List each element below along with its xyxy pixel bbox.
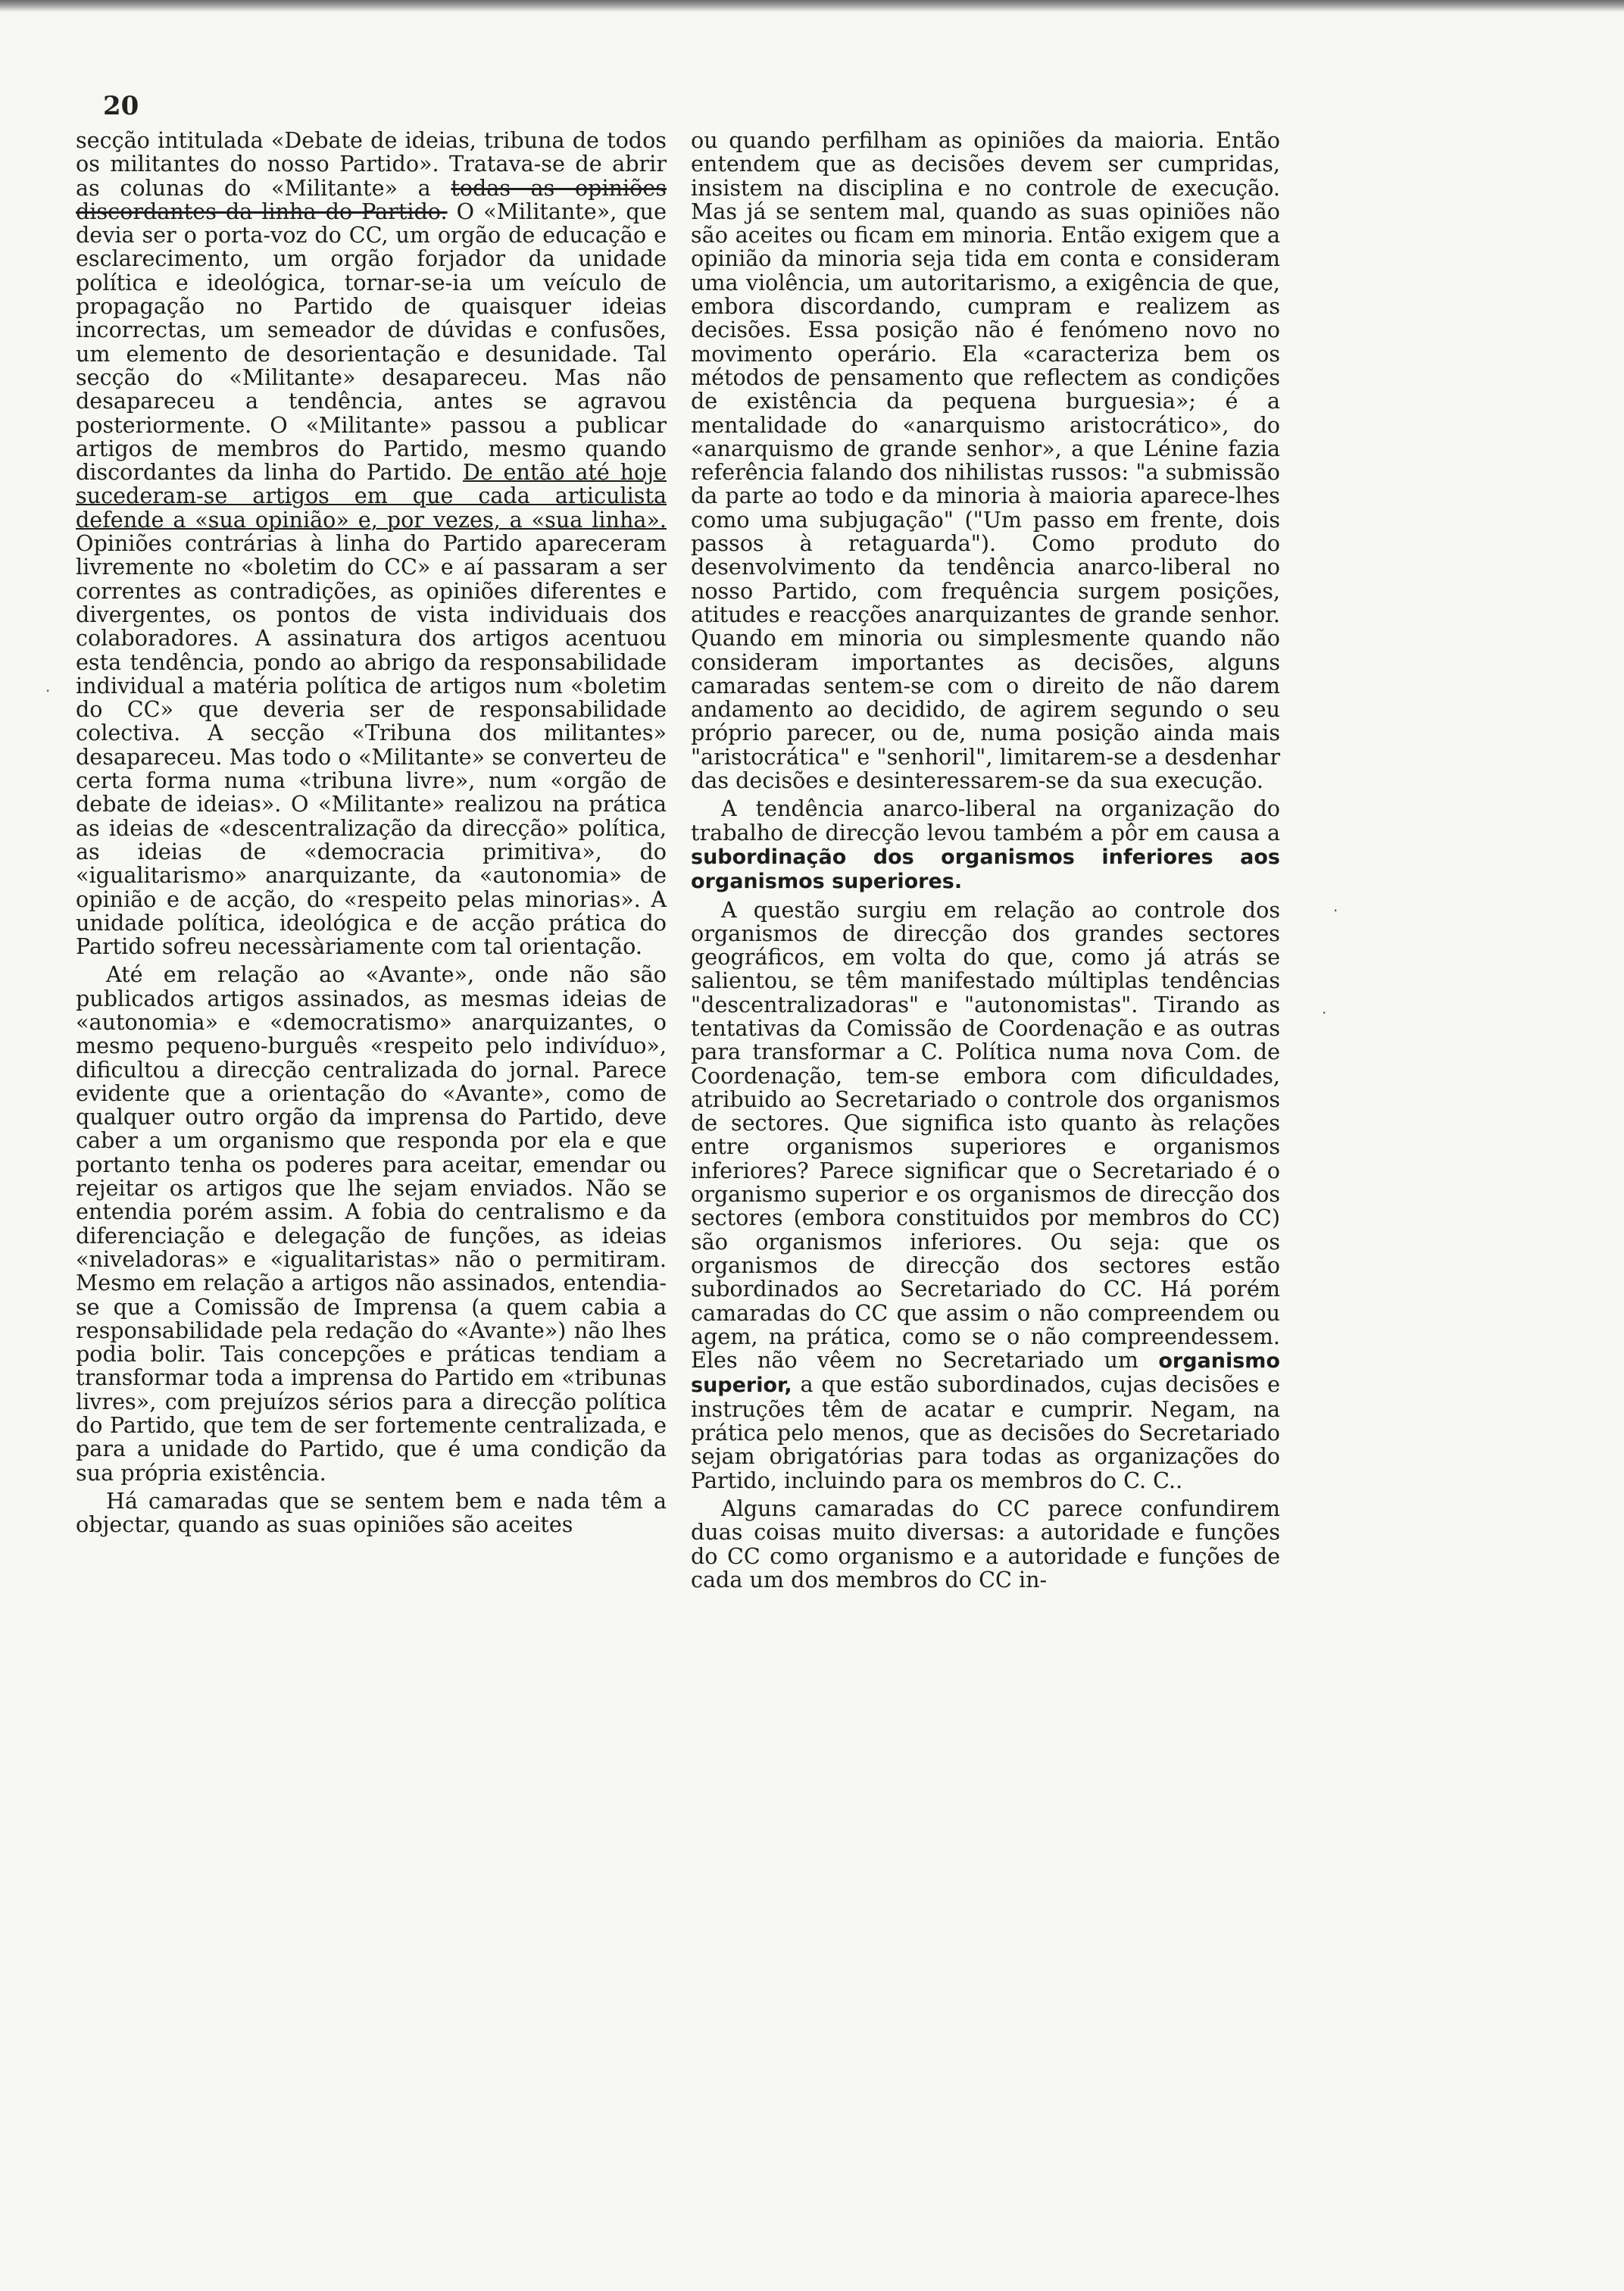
left-p1-text-e: Opiniões contrárias à linha do Partido apareceram livremente no «boletim do CC» e aí passaram a ser correntes as contradições, as opiniões diferentes e divergentes, os pontos de vista individuais dos colaboradores. A assinatura dos artigos acentuou esta tendência, pondo ao abrigo da responsabilidade individual a matéria política de artigos num «boletim do CC» que deveria ser de responsabilidade colectiva. A secção «Tribuna dos militantes» desapareceu. Mas todo o «Militante» se converteu de certa forma numa «tribuna livre», num «orgão de debate de ideias». O «Militante» realizou na prática as ideias de «descentralização da direcção» política, as ideias de «democracia primitiva», do «igualitarismo» anarquizante, da «autonomia» de opinião e de acção, do «respeito pelas minorias». A unidade política, ideológica e de acção prática do Partido sofreu necessàriamente com tal orientação. [76,530,667,960]
margin-speck-2: · [1322,1004,1327,1022]
right-p3-text-c: a que estão subordinados, cujas decisões e instruções têm de acatar e cumprir. Negam, na prática pelo menos, que as decisões do Secretariado sejam obrigatórias para todas as organizações do Partido, incluindo para os membros do C. C.. [691,1371,1280,1493]
left-paragraph-3: Há camaradas que se sentem bem e nada têm a objectar, quando as suas opiniões são aceites [76,1487,667,1538]
scan-top-edge [0,0,1624,12]
left-paragraph-2: Até em relação ao «Avante», onde não são publicados artigos assinados, as mesmas ideias de «autonomia» e «democratismo» anarquizantes, o mesmo pequeno-burguês «respeito pelo indivíduo», dificultou a direcção centralizada do jornal. Parece evidente que a orientação do «Avante», como de qualquer outro orgão da imprensa do Partido, deve caber a um organismo que responda por ela e que portanto tenha os poderes para aceitar, emendar ou rejeitar os artigos que lhe sejam enviados. Não se entendia porém assim. A fobia do centralismo e da diferenciação e delegação de funções, as ideias «niveladoras» e «igualitaristas» não o permitiram. Mesmo em relação a artigos não assinados, entendia-se que a Comissão de Imprensa (a quem cabia a responsabilidade pela redação do «Avante») não lhes podia bolir. Tais concepções e práticas tendiam a transformar toda a imprensa do Partido em «tribunas livres», com prejuízos sérios para a direcção política do Partido, que tem de ser fortemente centralizada, e para a unidade do Partido, que é uma condição da sua própria existência. [76,961,667,1486]
right-paragraph-2 [691,797,1280,893]
right-paragraph-1: ou quando perfilham as opiniões da maioria. Então entendem que as decisões devem ser cumpridas, insistem na disciplina e no controle de execução. Mas já se sentem mal, quando as suas opiniões não são aceites ou ficam em minoria. Então exigem que a opinião da minoria seja tida em conta e consideram uma violência, um autoritarismo, a exigência de que, embora discordando, cumpram e realizem as decisões. Essa posição não é fenómeno novo no movimento operário. Ela «caracteriza bem os métodos de pensamento que reflectem as condições de existência da pequena burguesia»; é a mentalidade do «anarquismo aristocrático», do «anarquismo de grande senhor», a que Lénine fazia referência falando dos nihilistas russos: "a submissão da parte ao todo e da minoria à maioria aparece-lhes como uma subjugação" ("Um passo em frente, dois passos à retaguarda"). Como produto do desenvolvimento da tendência anarco-liberal no nosso Partido, com frequência surgem posições, atitudes e reacções anarquizantes de grande senhor. Quando em minoria ou simplesmente quando não consideram importantes as decisões, alguns camaradas sentem-se com o direito de não darem andamento ao decidido, de agirem segundo o seu próprio parecer, ou de, numa posição ainda mais "aristocrática" e "senhoril", limitarem-se a desdenhar das decisões e desinteressarem-se da sua execução. [691,127,1280,794]
right-paragraph-4: Alguns camaradas do CC parece confundirem duas coisas muito diversas: a autoridade e funções do CC como organismo e a autoridade e funções de cada um dos membros do CC in- [691,1495,1280,1592]
margin-speck-3: · [45,682,51,700]
right-p2-text-a: A tendência anarco-liberal na organização do trabalho de direcção levou também a pôr em causa a [691,795,1280,845]
right-p3-bold-text: organismo superior, [691,1349,1280,1398]
right-p3-text-a: A questão surgiu em relação ao controle dos organismos de direcção dos grandes sectores geográficos, em volta do que, como já atrás se salientou, se têm manifestado múltiplas tendências "descentralizadoras" e "autonomistas". Tirando as tentativas da Comissão de Coordenação e as outras para transformar a C. Política numa nova Com. de Coordenação, tem-se embora com dificuldades, atribuido ao Secretariado o controle dos organismos de sectores. Que significa isto quanto às relações entre organismos superiores e organismos inferiores? Parece significar que o Secretariado é o organismo superior e os organismos de direcção dos sectores (embora constituidos por membros do CC) são organismos inferiores. Ou seja: que os organismos de direcção dos sectores estão subordinados ao Secretariado do CC. Há porém camaradas do CC que assim o não compreendem ou agem, na prática, como se o não compreendessem. Eles não vêem no Secretariado um [691,896,1280,1374]
margin-speck-1: · [1333,902,1338,920]
right-column [691,129,1280,1596]
right-paragraph-3 [691,896,1280,1493]
left-column [76,129,667,1542]
left-p1-underlined-text: De então até hoje sucederam-se artigos em que cada articulista defende a «sua opinião» e, por vezes, a «sua linha». [76,459,667,533]
left-p1-struck-text: todas as opiniões discordantes da linha do Partido. [76,174,667,224]
left-p1-text-a: secção intitulada «Debate de ideias, tribuna de todos os militantes do nosso Partido». Tratava-se de abrir as colunas do «Militante» a [76,127,667,201]
left-paragraph-1 [76,129,667,958]
left-p1-text-c: O «Militante», que devia ser o porta-voz do CC, um orgão de educação e esclarecimento, um orgão forjador da unidade política e ideológica, tornar-se-ia um veículo de propagação no Partido de quaisquer ideias incorrectas, um semeador de dúvidas e confusões, um elemento de desorientação e desunidade. Tal secção do «Militante» desapareceu. Mas não desapareceu a tendência, antes se agravou posteriormente. O «Militante» passou a publicar artigos de membros do Partido, mesmo quando discordantes da linha do Partido. [76,198,667,486]
page-number: 20 [103,91,139,121]
right-p2-bold-text: subordinação dos organismos inferiores aos organismos superiores. [691,845,1280,894]
